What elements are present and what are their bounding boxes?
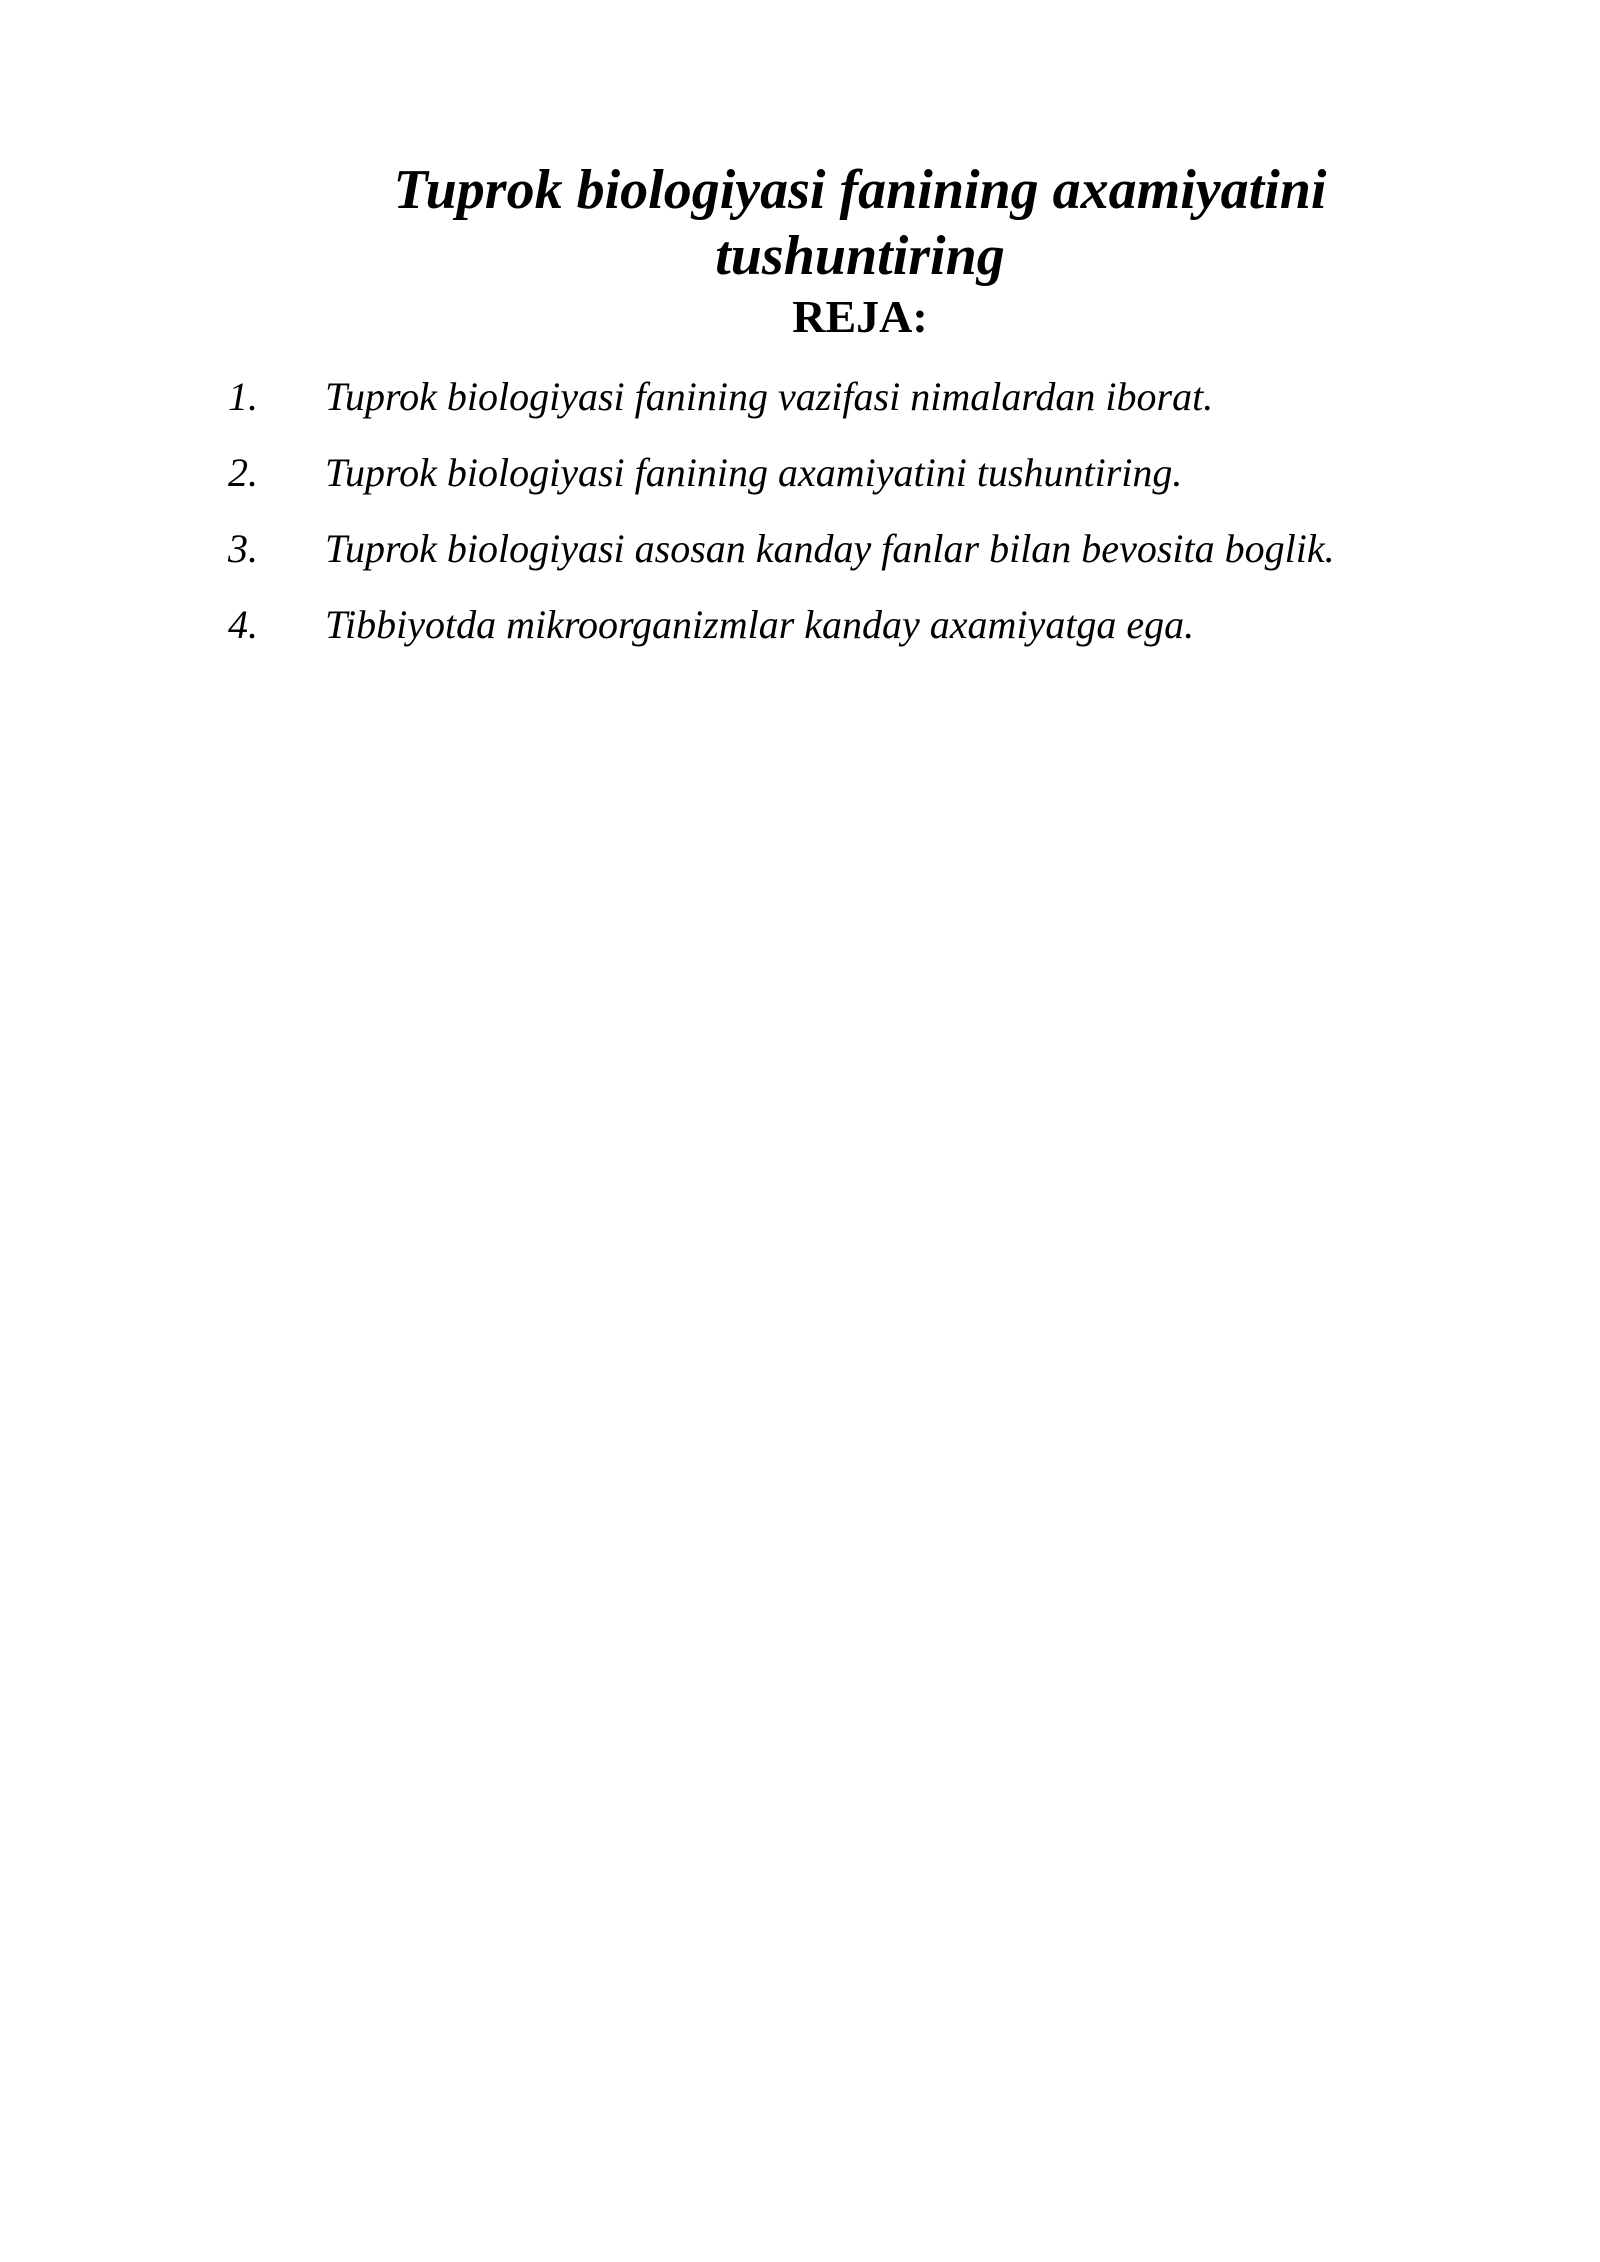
plan-list (0, 370, 1600, 674)
document-title-line-2: tushuntiring (715, 225, 1005, 287)
document-title-line-1: Tuprok biologiyasi fanining axamiyatini (393, 159, 1327, 221)
plan-item-text: Tuprok biologiyasi fanining axamiyatini tushuntiring. (325, 450, 1183, 495)
plan-item-number: 1. (228, 374, 258, 419)
plan-item (0, 522, 1600, 598)
plan-item (0, 598, 1600, 674)
plan-item (0, 370, 1600, 446)
plan-item-text: Tibbiyotda mikroorganizmlar kanday axamiyatga ega. (325, 602, 1195, 647)
plan-heading: REJA: (792, 291, 928, 342)
plan-item-number: 3. (228, 526, 258, 571)
plan-item-number: 2. (228, 450, 258, 495)
plan-item-text: Tuprok biologiyasi fanining vazifasi nimalardan iborat. (325, 374, 1214, 419)
plan-item (0, 446, 1600, 522)
plan-item-text: Tuprok biologiyasi asosan kanday fanlar bilan bevosita boglik. (325, 526, 1335, 571)
plan-item-number: 4. (228, 602, 258, 647)
